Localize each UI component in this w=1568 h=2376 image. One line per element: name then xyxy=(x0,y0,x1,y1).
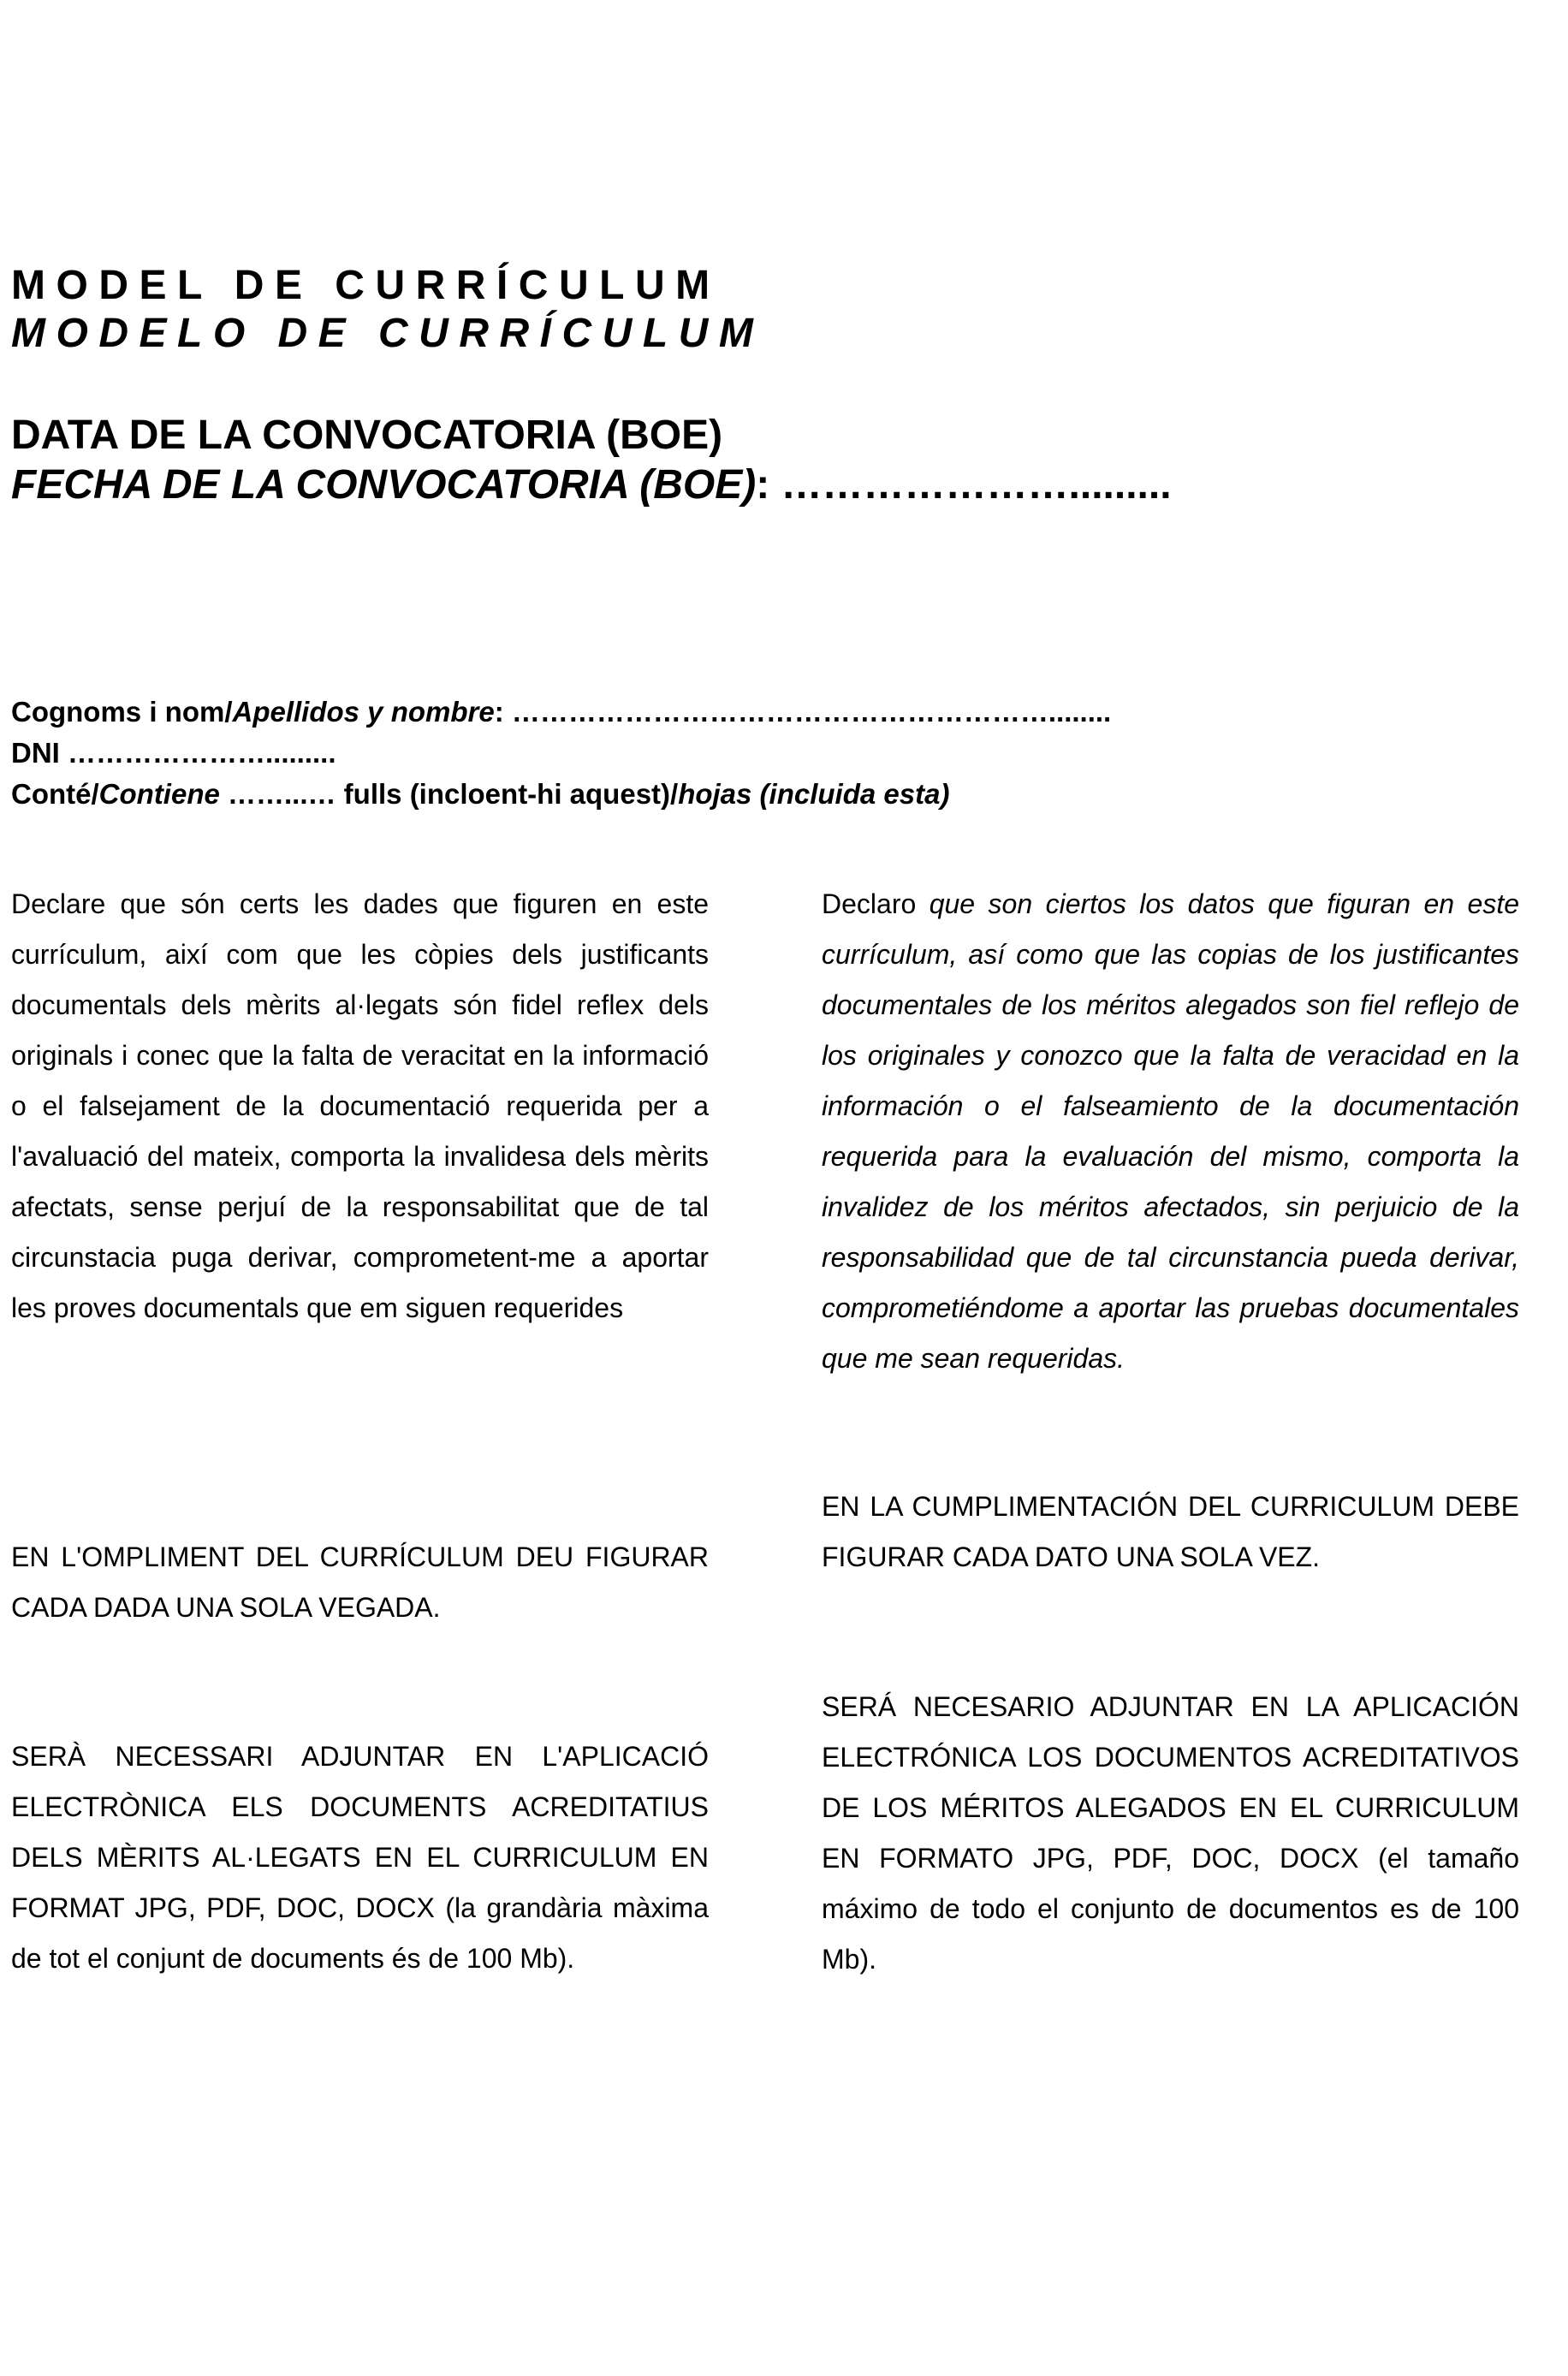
name-line xyxy=(11,692,1111,733)
convocatoria-label-spanish xyxy=(11,460,1172,510)
declaration-spanish-text: que son ciertos los datos que figuran en este currículum, así como que las copias de los justificantes documentales de los méritos alegados son fiel reflejo de los originales y conozco que la falta de veracidad en la información o el falseamiento de la documentación requerida para la evaluación del mismo, comporta la invalidez de los méritos afectados, sin perjuicio de la responsabilidad que de tal circunstancia pueda derivar, comprometiéndome a aportar las pruebas documentales que me sean requeridas. xyxy=(822,888,1519,1374)
once-notice-catalan: EN L'OMPLIMENT DEL CURRÍCULUM DEU FIGURAR CADA DADA UNA SOLA VEGADA. xyxy=(11,1541,709,1623)
attach-notice-spanish: SERÁ NECESARIO ADJUNTAR EN LA APLICACIÓN ELECTRÓNICA LOS DOCUMENTOS ACREDITATIVOS DE LOS MÉRITOS ALEGADOS EN EL CURRICULUM EN FORMATO JPG, PDF, DOC, DOCX (el tamaño máximo de todo el conjunto de documentos es de 100 Mb). xyxy=(822,1691,1519,1975)
once-notice-spanish: EN LA CUMPLIMENTACIÓN DEL CURRICULUM DEBE FIGURAR CADA DATO UNA SOLA VEZ. xyxy=(822,1491,1519,1572)
sheets-label-spanish: Contiene xyxy=(98,778,220,810)
convocatoria-date xyxy=(11,411,1172,510)
declaration-spanish-first-word: Declaro xyxy=(822,888,917,919)
sheets-count-blank: ……...… fulls (incloent-hi aquest)/ xyxy=(219,778,679,810)
declaration-spanish xyxy=(822,879,1519,1384)
name-label-spanish: Apellidos y nombre xyxy=(232,696,495,728)
convocatoria-label-catalan: DATA DE LA CONVOCATORIA (BOE) xyxy=(11,413,723,458)
convocatoria-colon: : xyxy=(756,462,770,508)
personal-data xyxy=(11,692,1111,815)
name-blank: : …………………………………………………........ xyxy=(494,696,1112,728)
attach-notice-catalan: SERÀ NECESSARI ADJUNTAR EN L'APLICACIÓ ELECTRÒNICA ELS DOCUMENTS ACREDITATIUS DELS MÈRITS AL·LEGATS EN EL CURRICULUM EN FORMAT JPG, PDF, DOC, DOCX (la grandària màxima de tot el conjunt de documents és de 100 Mb). xyxy=(11,1741,709,1974)
convocatoria-date-blank: …………………......... xyxy=(769,462,1172,508)
convocatoria-spanish-text: FECHA DE LA CONVOCATORIA (BOE) xyxy=(11,462,757,508)
dni-line: DNI …………………......... xyxy=(11,737,336,769)
sheets-line xyxy=(11,774,1111,815)
sheets-label-catalan: Conté/ xyxy=(11,778,99,810)
sheets-note-spanish: hojas (incluida esta) xyxy=(678,778,950,810)
document-titles xyxy=(11,262,763,358)
declaration-catalan: Declare que són certs les dades que figuren en este currículum, així com que les còpies dels justificants documentals dels mèrits al·legats són fidel reflex dels originals i conec que la falta de veracitat en la informació o el falsejament de la documentació requerida per a l'avaluació del mateix, comporta la invalidesa dels mèrits afectats, sense perjuí de la responsabilitat que de tal circunstacia puga derivar, comprometent-me a aportar les proves documentals que em siguen requerides xyxy=(11,888,709,1323)
title-spanish: MODELO DE CURRÍCULUM xyxy=(11,311,764,356)
title-catalan: MODEL DE CURRÍCULUM xyxy=(11,263,721,308)
name-label-catalan: Cognoms i nom/ xyxy=(11,696,233,728)
